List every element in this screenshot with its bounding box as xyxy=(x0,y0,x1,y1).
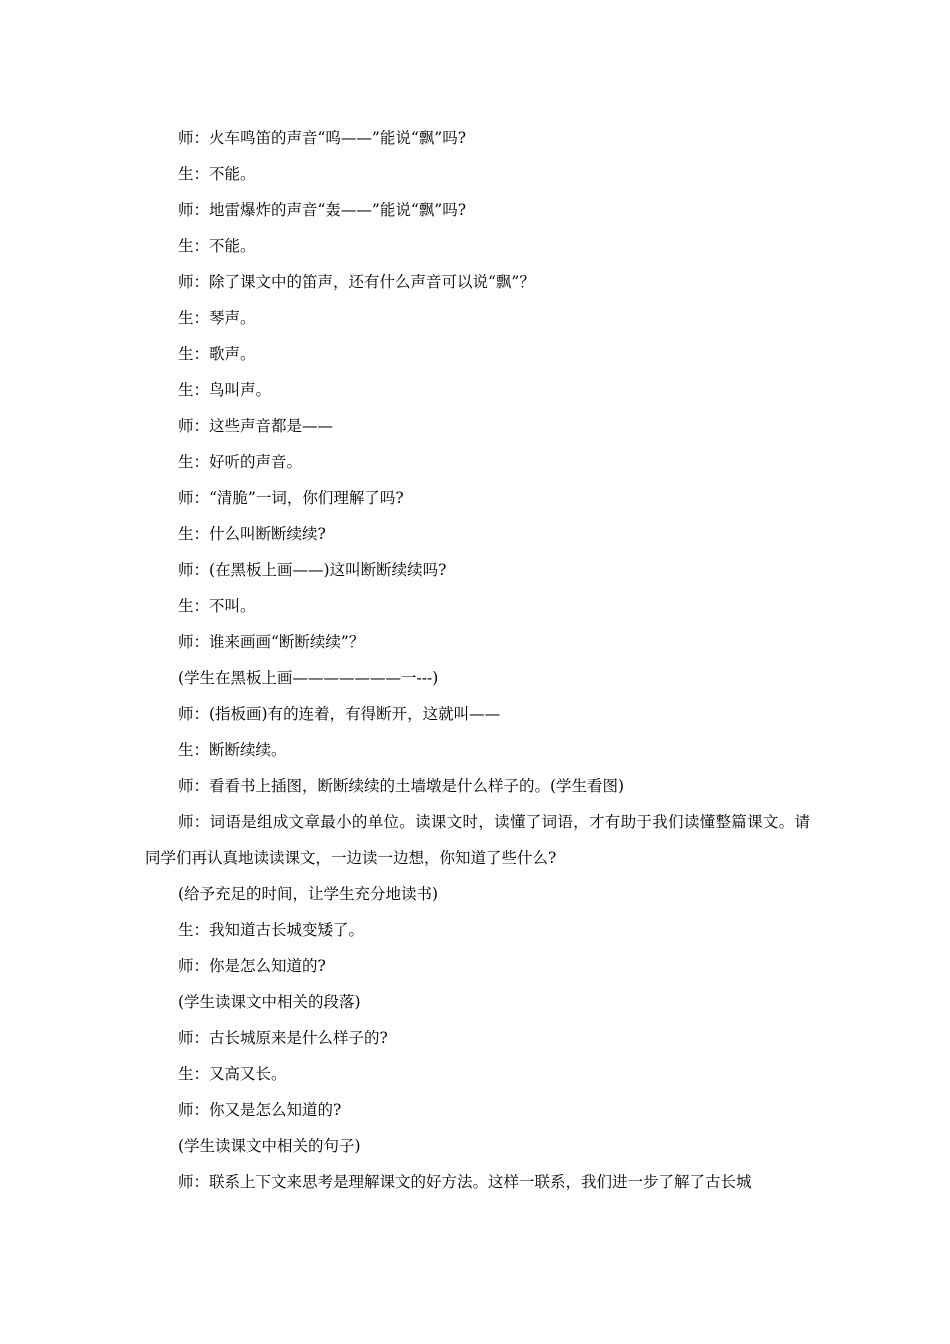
dialogue-line: 生：琴声。 xyxy=(178,309,256,327)
stage-direction: (给予充足的时间，让学生充分地读书) xyxy=(178,885,439,903)
dialogue-paragraph: 师：词语是组成文章最小的单位。读课文时，读懂了词语，才有助于我们读懂整篇课文。请同学们再认真地读读课文，一边读一边想，你知道了些什么? xyxy=(145,813,810,867)
dialogue-line: 生：不叫。 xyxy=(178,597,256,615)
dialogue-line: 师：(指板画)有的连着，有得断开，这就叫—— xyxy=(178,705,501,723)
dialogue-line: 师：谁来画画“断断续续”？ xyxy=(178,633,365,651)
dialogue-line: 师：你又是怎么知道的? xyxy=(178,1101,342,1119)
stage-direction: (学生在黑板上画———————一---) xyxy=(178,669,439,687)
dialogue-line: 生：不能。 xyxy=(178,165,256,183)
dialogue-line: 师：看看书上插图，断断续续的土墙墩是什么样子的。(学生看图) xyxy=(178,777,625,795)
dialogue-line: 生：歌声。 xyxy=(178,345,256,363)
dialogue-line: 生：又高又长。 xyxy=(178,1065,287,1083)
stage-direction: (学生读课文中相关的句子) xyxy=(178,1137,361,1155)
dialogue-line: 师：(在黑板上画——)这叫断断续续吗? xyxy=(178,561,447,579)
dialogue-line: 师：这些声音都是—— xyxy=(178,417,334,435)
dialogue-line: 生：什么叫断断续续? xyxy=(178,525,326,543)
dialogue-line: 师：联系上下文来思考是理解课文的好方法。这样一联系，我们进一步了解了古长城 xyxy=(178,1173,752,1191)
stage-direction: (学生读课文中相关的段落) xyxy=(178,993,361,1011)
dialogue-line: 师：“清脆”一词，你们理解了吗? xyxy=(178,489,404,507)
dialogue-line: 生：鸟叫声。 xyxy=(178,381,272,399)
lesson-transcript xyxy=(145,120,810,1200)
dialogue-line: 师：除了课文中的笛声，还有什么声音可以说“飘”？ xyxy=(178,273,535,291)
dialogue-line: 生：不能。 xyxy=(178,237,256,255)
dialogue-line: 生：好听的声音。 xyxy=(178,453,303,471)
dialogue-line: 师：你是怎么知道的? xyxy=(178,957,326,975)
dialogue-line: 生：我知道古长城变矮了。 xyxy=(178,921,365,939)
dialogue-line: 师：地雷爆炸的声音“轰——”能说“飘”吗? xyxy=(178,201,467,219)
dialogue-line: 生：断断续续。 xyxy=(178,741,287,759)
dialogue-line: 师：火车鸣笛的声音“呜——”能说“飘”吗? xyxy=(178,129,467,147)
dialogue-line: 师：古长城原来是什么样子的? xyxy=(178,1029,388,1047)
